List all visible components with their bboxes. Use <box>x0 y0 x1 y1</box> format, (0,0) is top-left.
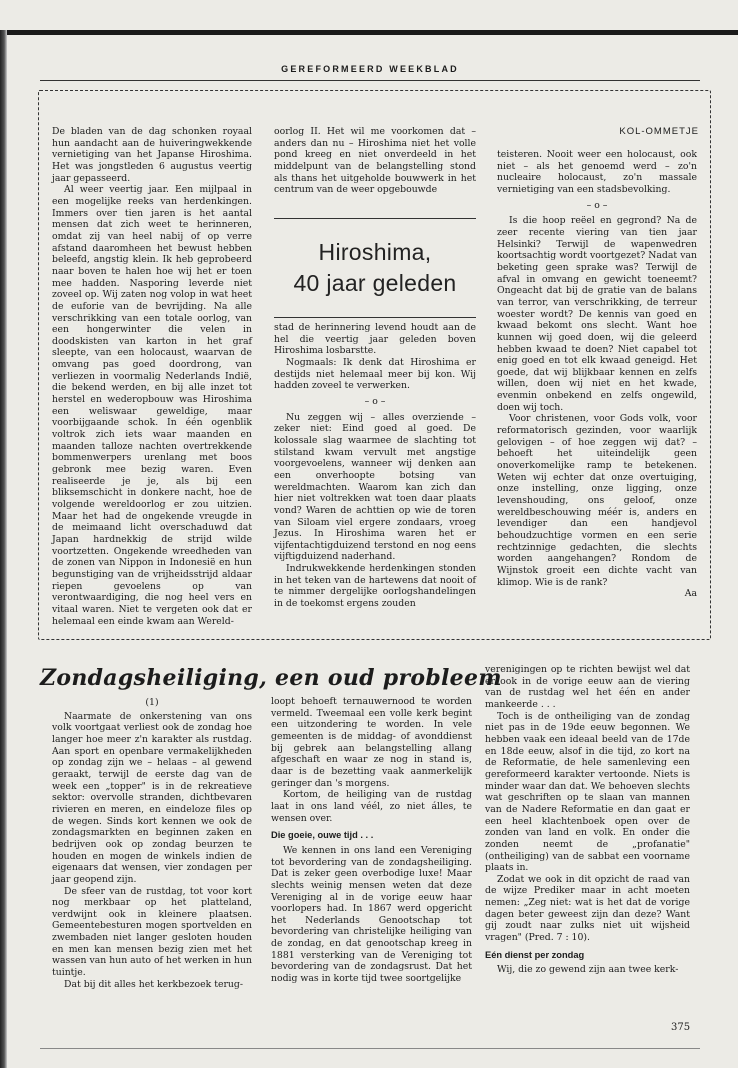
paragraph: Nogmaals: Ik denk dat Hiroshima er destijds niet helemaal meer bij kon. Wij hadden zoveel te verwerken. <box>274 356 476 392</box>
article-title-line-2: 40 jaar geleden <box>293 270 457 296</box>
paragraph: Is die hoop reëel en gegrond? Na de zeer recente viering van tien jaar Helsinki? Terwijl de wapenwedren koortsachtig wordt voortgezet? Nadat van beketing geen sprake was? Terwijl de afval in omvang en gewicht toeneemt? Ongeacht dat bij de gratie van de balans van terror, van verschrikking, de terreur woester wordt? De kennis van goed en kwaad bekomt ons slecht. Want hoe kunnen wij goed doen, wij die geleerd hebben kwaad te doen? Niet capabel tot enig goed en tot elk kwaad geneigd. Het goede, dat wij blijkbaar kennen en zelfs willen, doen wij niet en het kwade, evenmin onbekend en zelfs ongewild, doen wij toch. <box>497 215 697 413</box>
zondagsheiliging-column-2 <box>271 696 472 985</box>
paragraph: De bladen van de dag schonken royaal hun aandacht aan de huiveringwekkende vernietiging van het Japanse Hiroshima. Het was jongstleden 6 augustus veertig jaar gepasseerd. <box>52 126 252 184</box>
kol-ommetje-column-2 <box>274 126 476 196</box>
paragraph: stad de herinnering levend houdt aan de hel die veertig jaar geleden boven Hiroshima losbarstte. <box>274 322 476 357</box>
scan-binding-edge <box>0 30 7 1068</box>
paragraph: Indrukwekkende herdenkingen stonden in het teken van de hartewens dat nooit of te nimmer dergelijke oorlogshandelingen in de toekomst ergens zouden <box>274 563 476 610</box>
footer-rule <box>40 1048 700 1049</box>
header-rule <box>40 80 700 81</box>
subheading: Eén dienst per zondag <box>485 949 585 960</box>
page-number: 375 <box>671 1022 691 1033</box>
paragraph: Toch is de ontheiliging van de zondag niet pas in de 19de eeuw begonnen. We hebben vaak een ideaal beeld van de 17de en 18de eeuw, alsof in die tijd, zo kort na de Reformatie, de hele samenleving een gereformeerd karakter vertoonde. Niets is minder waar dan dat. We behoeven slechts wat geschriften op te slaan van mannen van de Nadere Reformatie en dan gaat er een heel klachtenboek open over de zonden van land en volk. En onder die zonden neemt de „profanatie" (ontheiliging) van de sabbat een voorname plaats in. <box>485 710 690 874</box>
paragraph: We kennen in ons land een Vereniging tot bevordering van de zondagsheiliging. Dat is zeker geen overbodige luxe! Maar slechts weinig mensen weten dat deze Vereniging al in de vorige eeuw haar voorlopers had. In 1867 werd opgericht het Nederlands Genootschap tot bevordering van christelijke heiliging van de zondag, en dat genootschap kreeg in 1881 versterking van de Vereniging tot bevordering van de zondagsrust. Dat het nodig was in korte tijd twee soortgelijke <box>271 844 472 985</box>
signature-row <box>497 588 697 600</box>
paragraph: Nu zeggen wij – alles overziende – zeker niet: Eind goed al goed. De kolossale slag waarmee de slachting tot stilstand kwam vervult met angstige voorgevoelens, wanneer wij denken aan een onverhoopte botsing van wereldmachten. Waarom kan zich dan hier niet voltrekken wat toen daar plaats vond? Waren de achttien op wie de toren van Siloam viel ergere zondaars, vroeg Jezus. In Hiroshima waren het er vijfentachtigduizend terstond en nog eens vijftigduizend naderhand. <box>274 411 476 563</box>
section-separator: – o – <box>586 199 608 211</box>
paragraph: Kortom, de heiliging van de rustdag laat in ons land véél, zo niet álles, te wensen over. <box>271 789 472 824</box>
scan-top-edge <box>7 30 738 35</box>
kol-ommetje-column-3 <box>497 149 697 600</box>
page-header: GEREFORMEERD WEEKBLAD <box>281 64 459 74</box>
column-label: KOL-OMMETJE <box>619 126 699 137</box>
author-signature: Aa <box>684 588 697 600</box>
article-title-box <box>274 218 476 318</box>
paragraph: Naarmate de onkerstening van ons volk voortgaat verliest ook de zondag hoe langer hoe meer z'n karakter als rustdag. Aan sport en openbare vermakelijkheden op zondag zijn we – helaas – al gewend geraakt, terwijl de eerste dag van de week een „topper" is in de rekreatieve sektor: overvolle stranden, dichtbevaren rivieren en meren, en eindeloze files op de wegen. Sinds kort kennen we ook de zondagsmarkten en beginnen zaken en bedrijven ook op zondag beurzen te houden en mogen de winkels indien de eigenaars dat wensen, vier zondagen per jaar geopend zijn. <box>52 710 252 885</box>
zondagsheiliging-column-3 <box>485 664 690 976</box>
paragraph: Voor christenen, voor Gods volk, voor reformatorisch gezinden, voor waarlijk gelovigen – of hoe zeggen wij dat? – behoeft het uiteindelijk geen onoverkomelijke ramp te betekenen. Weten wij echter dat onze overtuiging, onze instelling, onze ligging, onze levenshouding, ons geloof, onze wereldbeschouwing méér is, anders en levendiger dan een handjevol behoudzuchtige vormen en een serie rechtzinnige gedachten, die slechts worden aangehangen? Rondom de Wijnstok groeit een dichte vacht van klimop. Wie is de rank? <box>497 413 697 588</box>
kol-ommetje-column-2-lower <box>274 322 476 610</box>
paragraph: verenigingen op te richten bewijst wel dat er ook in de vorige eeuw aan de viering van de rustdag wel het één en ander mankeerde . . . <box>485 664 690 710</box>
section-number: (1) <box>145 697 159 708</box>
paragraph: De sfeer van de rustdag, tot voor kort nog merkbaar op het platteland, verdwijnt ook in kleinere plaatsen. Gemeentebesturen mogen sportvelden en zwembaden niet langer gesloten houden en men kan mensen bezig zien met het wassen van hun auto of het werken in hun tuintje. <box>52 885 252 979</box>
zondagsheiliging-title: Zondagsheiliging, een oud probleem <box>40 665 502 691</box>
subheading: Die goeie, ouwe tijd . . . <box>271 830 374 841</box>
paragraph: teisteren. Nooit weer een holocaust, ook niet – als het genoemd werd – zo'n nucleaire holocaust, zo'n massale vernietiging van een stadsbevolking. <box>497 149 697 195</box>
paragraph: Dat bij dit alles het kerkbezoek terug- <box>64 978 243 990</box>
paragraph: loopt behoeft ternauwernood te worden vermeld. Tweemaal een volle kerk begint een uitzondering te worden. In vele gemeenten is de middag- of avonddienst bij gebrek aan belangstelling allang afgeschaft en waar ze nog in stand is, daar is de bezetting vaak aanmerkelijk geringer dan 's morgens. <box>271 696 472 789</box>
paragraph: oorlog II. Het wil me voorkomen dat – anders dan nu – Hiroshima niet het volle pond kreeg en niet onverdeeld in het middelpunt van de belangstelling stond als thans het uitgeholde bouwwerk in het centrum van de weer opgebouwde <box>274 126 476 196</box>
zondagsheiliging-column-1 <box>52 697 252 990</box>
kol-ommetje-column-1 <box>52 126 252 627</box>
article-title-line-1: Hiroshima, <box>318 239 432 265</box>
paragraph: Al weer veertig jaar. Een mijlpaal in een mogelijke reeks van herdenkingen. Immers over tien jaren is het aantal mensen dat zich weet te herinneren, omdat zij van heel nabij of op verre afstand daaromheen het bewust hebben beleefd, angstig klein. Ik heb geprobeerd naar boven te halen hoe wij het er toen mee hadden. Nasporing leverde niet zoveel op. Wij zaten nog volop in wat heet de euforie van de bevrijding. Na alle verschrikking van een totale oorlog, van een hongerwinter die velen in doodskisten van karton in het graf sleepte, van een holocaust, waarvan de omvang pas goed doordrong, van verliezen in voormalig Nederlands Indië, die bekend werden, en bij alle inzet tot herstel en wederopbouw was Hiroshima een weliswaar geweldige, maar voorbijgaande schok. In één ogenblik voltrok zich iets waar maanden en maanden talloze nachten overtrekkende bommenwerpers urenlang met boos gebronk mee bezig waren. Even realiseerde je je, als bij een bliksemschicht in donkere nacht, hoe de volgende wereldoorlog er zou uitzien. Maar het had de ongekende vreugde in de meimaand licht overschaduwd dat Japan hardnekkig de strijd wilde voortzetten. Ongekende wreedheden van de zonen van Nippon in Indonesië en hun begunstiging van de vrijheidsstrijd aldaar riepen gevoelens op van verontwaardiging, die nog heel vers en vitaal waren. Niet te vergeten ook dat er helemaal een einde kwam aan Wereld- <box>52 184 252 627</box>
paragraph: Wij, die zo gewend zijn aan twee kerk- <box>497 964 679 976</box>
section-separator: – o – <box>364 395 386 407</box>
paragraph: Zodat we ook in dit opzicht de raad van de wijze Prediker maar in acht moeten nemen: „Zeg niet: wat is het dat de vorige dagen beter geweest zijn dan deze? Want gij zoudt naar zulks niet uit wijsheid vragen" (Pred. 7 : 10). <box>485 873 690 944</box>
